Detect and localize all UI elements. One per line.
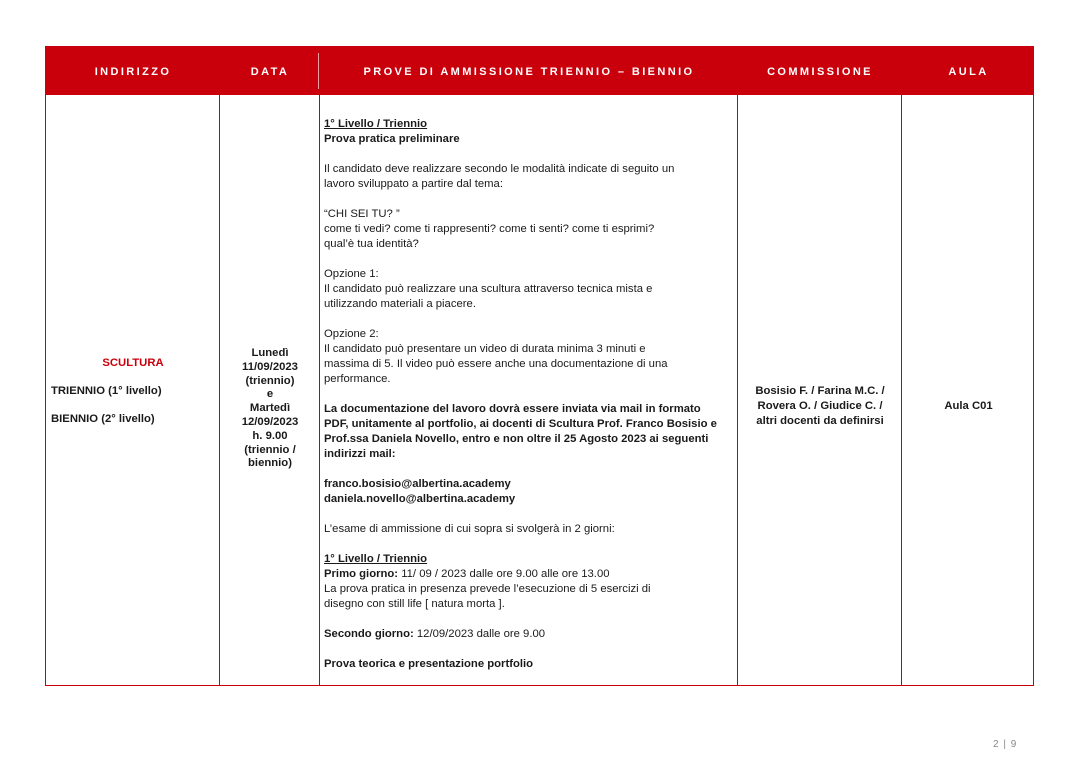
pratica-text: disegno con still life [ natura morta ].	[324, 598, 505, 610]
commissione-cell	[738, 384, 902, 429]
commissione-line: Rovera O. / Giudice C. /	[757, 400, 883, 412]
triennio-label: TRIENNIO (1° livello)	[51, 385, 162, 397]
documentazione-text: indirizzi mail:	[324, 448, 396, 460]
domande-text: qual’è tua identità?	[324, 238, 419, 250]
secondo-giorno-text: 12/09/2023 dalle ore 9.00	[413, 628, 546, 640]
header-aula: AULA	[948, 66, 989, 78]
date-line: 11/09/2023	[242, 360, 298, 373]
domande-text: come ti vedi? come ti rappresenti? come ti senti? come ti esprimi?	[324, 223, 655, 235]
table-header	[46, 47, 1033, 95]
date-line: h. 9.00	[252, 429, 288, 442]
header-data: DATA	[250, 66, 290, 78]
intro-text: lavoro sviluppato a partire dal tema:	[324, 178, 503, 190]
date-line: 12/09/2023	[241, 415, 299, 428]
admission-table	[45, 46, 1034, 686]
esame-text: L’esame di ammissione di cui sopra si svolgerà in 2 giorni:	[324, 523, 615, 535]
opzione2-text: Il candidato può presentare un video di durata minima 3 minuti e	[324, 343, 646, 355]
opzione1-text: utilizzando materiali a piacere.	[324, 298, 476, 310]
indirizzo-scultura: SCULTURA	[102, 357, 164, 369]
page-number: 2 | 9	[993, 739, 1018, 750]
biennio-label: BIENNIO (2° livello)	[51, 413, 155, 425]
commissione-line: altri docenti da definirsi	[756, 415, 884, 427]
opzione2-title: Opzione 2:	[324, 328, 379, 340]
documentazione-text: La documentazione del lavoro dovrà essere inviata via mail in formato	[324, 403, 701, 415]
header-commissione: COMMISSIONE	[767, 66, 873, 78]
header-indirizzo: INDIRIZZO	[94, 66, 172, 78]
date-line: Martedì	[249, 402, 291, 415]
indirizzo-title	[46, 356, 220, 371]
date-line: (triennio)	[245, 374, 295, 387]
livello-heading: 1° Livello / Triennio	[324, 118, 428, 130]
prova-teorica: Prova teorica e presentazione portfolio	[324, 658, 534, 670]
prova-pratica-heading: Prova pratica preliminare	[324, 133, 460, 145]
secondo-giorno	[324, 627, 734, 642]
opzione2-text: massima di 5. Il video può essere anche una documentazione di una	[324, 358, 668, 370]
opzione1-title: Opzione 1:	[324, 268, 379, 280]
primo-giorno	[324, 567, 734, 582]
header-divider	[318, 53, 319, 89]
commissione-line: Bosisio F. / Farina M.C. /	[755, 385, 885, 397]
date-line: Lunedì	[251, 347, 289, 359]
prove-cell	[324, 117, 734, 672]
secondo-giorno-label: Secondo giorno:	[324, 628, 414, 640]
documentazione-text: PDF, unitamente al portfolio, ai docenti di Scultura Prof. Franco Bosisio e	[324, 418, 717, 430]
primo-giorno-text: 11/ 09 / 2023 dalle ore 9.00 alle ore 13.00	[398, 568, 610, 580]
date-cell	[220, 347, 320, 471]
aula-cell: Aula C01	[944, 400, 993, 412]
header-prove: PROVE DI AMMISSIONE TRIENNIO – BIENNIO	[363, 66, 695, 78]
documentazione-text: Prof.ssa Daniela Novello, entro e non oltre il 25 Agosto 2023 ai seguenti	[324, 433, 709, 445]
date-line: e	[266, 388, 274, 401]
date-line: biennio)	[248, 457, 292, 470]
primo-giorno-label: Primo giorno:	[324, 568, 399, 580]
email-address: daniela.novello@albertina.academy	[324, 493, 516, 505]
opzione1-text: Il candidato può realizzare una scultura attraverso tecnica mista e	[324, 283, 653, 295]
livello-heading: 1° Livello / Triennio	[324, 553, 428, 565]
email-address: franco.bosisio@albertina.academy	[324, 478, 511, 490]
intro-text: Il candidato deve realizzare secondo le modalità indicate di seguito un	[324, 163, 675, 175]
opzione2-text: performance.	[324, 373, 391, 385]
tema-text: “CHI SEI TU? ”	[324, 208, 400, 220]
date-line: (triennio /	[244, 443, 296, 456]
pratica-text: La prova pratica in presenza prevede l’esecuzione di 5 esercizi di	[324, 583, 651, 595]
